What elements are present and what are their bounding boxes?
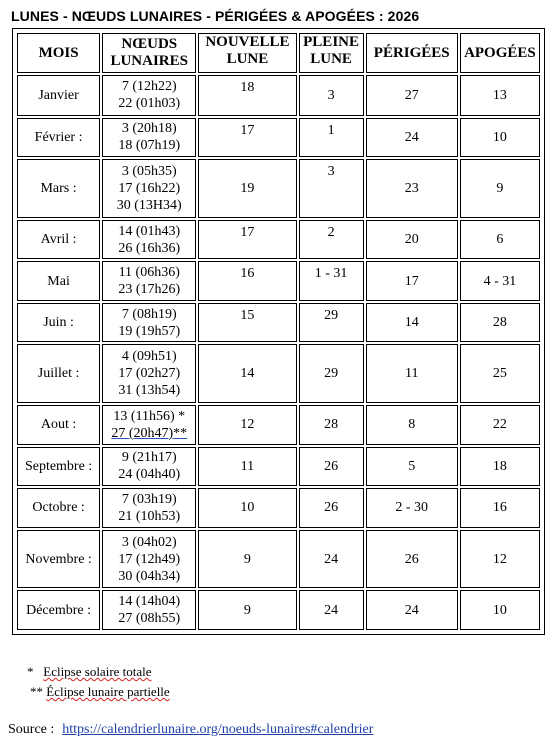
header-noeuds: NŒUDS LUNAIRES bbox=[102, 33, 196, 73]
cell-nodes bbox=[102, 530, 196, 589]
cell-month: Avril : bbox=[17, 220, 100, 260]
node-entry: 7 (12h22) bbox=[121, 79, 177, 95]
cell-perigee: 26 bbox=[366, 530, 458, 589]
cell-apogee: 25 bbox=[460, 344, 540, 403]
table-row bbox=[17, 303, 540, 343]
source-line bbox=[8, 722, 373, 738]
cell-nodes bbox=[102, 261, 196, 301]
cell-full-moon: 24 bbox=[299, 530, 364, 589]
cell-perigee: 24 bbox=[366, 118, 458, 158]
cell-apogee: 10 bbox=[460, 118, 540, 158]
table-row bbox=[17, 590, 540, 630]
table-row bbox=[17, 344, 540, 403]
table-row bbox=[17, 118, 540, 158]
node-entry: 27 (20h47)** bbox=[111, 425, 188, 441]
header-pleine-lune: PLEINE LUNE bbox=[299, 33, 364, 73]
table-row bbox=[17, 405, 540, 445]
table-row bbox=[17, 220, 540, 260]
cell-apogee: 16 bbox=[460, 488, 540, 528]
table-row bbox=[17, 261, 540, 301]
cell-new-moon: 15 bbox=[198, 303, 296, 343]
node-entry: 17 (12h49) bbox=[118, 551, 181, 567]
source-link[interactable]: https://calendrierlunaire.org/noeuds-lunaires#calendrier bbox=[62, 722, 374, 737]
node-entry: 23 (17h26) bbox=[118, 282, 181, 298]
header-row bbox=[17, 33, 540, 73]
cell-month: Février : bbox=[17, 118, 100, 158]
cell-month: Juillet : bbox=[17, 344, 100, 403]
node-entry: 14 (14h04) bbox=[118, 594, 181, 610]
cell-new-moon: 19 bbox=[198, 159, 296, 218]
table-row bbox=[17, 530, 540, 589]
cell-month: Septembre : bbox=[17, 447, 100, 487]
node-entry: 7 (08h19) bbox=[121, 306, 177, 322]
cell-perigee: 2 - 30 bbox=[366, 488, 458, 528]
cell-new-moon: 17 bbox=[198, 220, 296, 260]
node-entry: 17 (02h27) bbox=[118, 366, 181, 382]
lunar-table bbox=[15, 31, 542, 632]
node-entry: 30 (04h34) bbox=[118, 568, 181, 584]
cell-apogee: 13 bbox=[460, 75, 540, 116]
header-nouvelle-lune: NOUVELLE LUNE bbox=[198, 33, 296, 73]
node-entry: 31 (13h54) bbox=[118, 383, 181, 399]
cell-apogee: 28 bbox=[460, 303, 540, 343]
cell-new-moon: 10 bbox=[198, 488, 296, 528]
cell-month: Juin : bbox=[17, 303, 100, 343]
cell-new-moon: 9 bbox=[198, 530, 296, 589]
footnote-solar: * Eclipse solaire totale bbox=[27, 664, 152, 679]
cell-apogee: 6 bbox=[460, 220, 540, 260]
node-entry: 3 (20h18) bbox=[121, 121, 177, 137]
cell-month: Mars : bbox=[17, 159, 100, 218]
node-entry: 22 (01h03) bbox=[118, 96, 181, 112]
cell-apogee: 12 bbox=[460, 530, 540, 589]
node-entry: 3 (04h02) bbox=[121, 534, 177, 550]
footnote-lunar: ** Éclipse lunaire partielle bbox=[30, 684, 170, 699]
cell-month: Janvier bbox=[17, 75, 100, 116]
cell-nodes bbox=[102, 405, 196, 445]
node-entry: 7 (03h19) bbox=[121, 491, 177, 507]
node-entry: 18 (07h19) bbox=[118, 138, 181, 154]
cell-new-moon: 14 bbox=[198, 344, 296, 403]
cell-nodes bbox=[102, 447, 196, 487]
node-entry: 4 (09h51) bbox=[121, 349, 177, 365]
cell-perigee: 8 bbox=[366, 405, 458, 445]
cell-perigee: 23 bbox=[366, 159, 458, 218]
node-entry: 13 (11h56) * bbox=[113, 408, 186, 424]
node-entry: 24 (04h40) bbox=[118, 467, 181, 483]
cell-apogee: 4 - 31 bbox=[460, 261, 540, 301]
cell-nodes bbox=[102, 159, 196, 218]
cell-nodes bbox=[102, 344, 196, 403]
node-entry: 30 (13H34) bbox=[116, 197, 182, 213]
cell-full-moon: 26 bbox=[299, 488, 364, 528]
cell-nodes bbox=[102, 488, 196, 528]
node-entry: 9 (21h17) bbox=[121, 450, 177, 466]
cell-apogee: 10 bbox=[460, 590, 540, 630]
cell-full-moon: 28 bbox=[299, 405, 364, 445]
node-entry: 27 (08h55) bbox=[118, 611, 181, 627]
header-perigees: PÉRIGÉES bbox=[366, 33, 458, 73]
cell-month: Octobre : bbox=[17, 488, 100, 528]
cell-perigee: 24 bbox=[366, 590, 458, 630]
cell-perigee: 11 bbox=[366, 344, 458, 403]
cell-perigee: 27 bbox=[366, 75, 458, 116]
cell-month: Mai bbox=[17, 261, 100, 301]
cell-new-moon: 18 bbox=[198, 75, 296, 116]
cell-apogee: 9 bbox=[460, 159, 540, 218]
cell-new-moon: 12 bbox=[198, 405, 296, 445]
cell-nodes bbox=[102, 118, 196, 158]
table-row bbox=[17, 159, 540, 218]
header-apogees: APOGÉES bbox=[460, 33, 540, 73]
cell-perigee: 5 bbox=[366, 447, 458, 487]
cell-full-moon: 2 bbox=[299, 220, 364, 260]
cell-perigee: 17 bbox=[366, 261, 458, 301]
table-frame bbox=[12, 28, 545, 635]
cell-month: Aout : bbox=[17, 405, 100, 445]
cell-nodes bbox=[102, 220, 196, 260]
cell-new-moon: 11 bbox=[198, 447, 296, 487]
node-entry: 14 (01h43) bbox=[118, 223, 181, 239]
cell-perigee: 20 bbox=[366, 220, 458, 260]
table-row bbox=[17, 75, 540, 116]
cell-month: Décembre : bbox=[17, 590, 100, 630]
cell-full-moon: 24 bbox=[299, 590, 364, 630]
header-mois: MOIS bbox=[17, 33, 100, 73]
cell-apogee: 22 bbox=[460, 405, 540, 445]
table-row bbox=[17, 447, 540, 487]
cell-full-moon: 1 - 31 bbox=[299, 261, 364, 301]
node-entry: 17 (16h22) bbox=[118, 180, 181, 196]
node-entry: 21 (10h53) bbox=[118, 508, 181, 524]
cell-nodes bbox=[102, 590, 196, 630]
source-label: Source : bbox=[8, 722, 55, 737]
cell-month: Novembre : bbox=[17, 530, 100, 589]
cell-perigee: 14 bbox=[366, 303, 458, 343]
cell-nodes bbox=[102, 75, 196, 116]
cell-new-moon: 17 bbox=[198, 118, 296, 158]
page-title: LUNES - NŒUDS LUNAIRES - PÉRIGÉES & APOGÉES : 2026 bbox=[11, 8, 420, 24]
node-entry: 26 (16h36) bbox=[118, 240, 181, 256]
cell-full-moon: 1 bbox=[299, 118, 364, 158]
node-entry: 3 (05h35) bbox=[121, 163, 177, 179]
cell-full-moon: 3 bbox=[299, 75, 364, 116]
cell-full-moon: 29 bbox=[299, 303, 364, 343]
node-entry: 11 (06h36) bbox=[118, 265, 180, 281]
cell-nodes bbox=[102, 303, 196, 343]
cell-new-moon: 16 bbox=[198, 261, 296, 301]
cell-full-moon: 3 bbox=[299, 159, 364, 218]
cell-new-moon: 9 bbox=[198, 590, 296, 630]
cell-apogee: 18 bbox=[460, 447, 540, 487]
node-entry: 19 (19h57) bbox=[118, 323, 181, 339]
table-row bbox=[17, 488, 540, 528]
cell-full-moon: 26 bbox=[299, 447, 364, 487]
cell-full-moon: 29 bbox=[299, 344, 364, 403]
